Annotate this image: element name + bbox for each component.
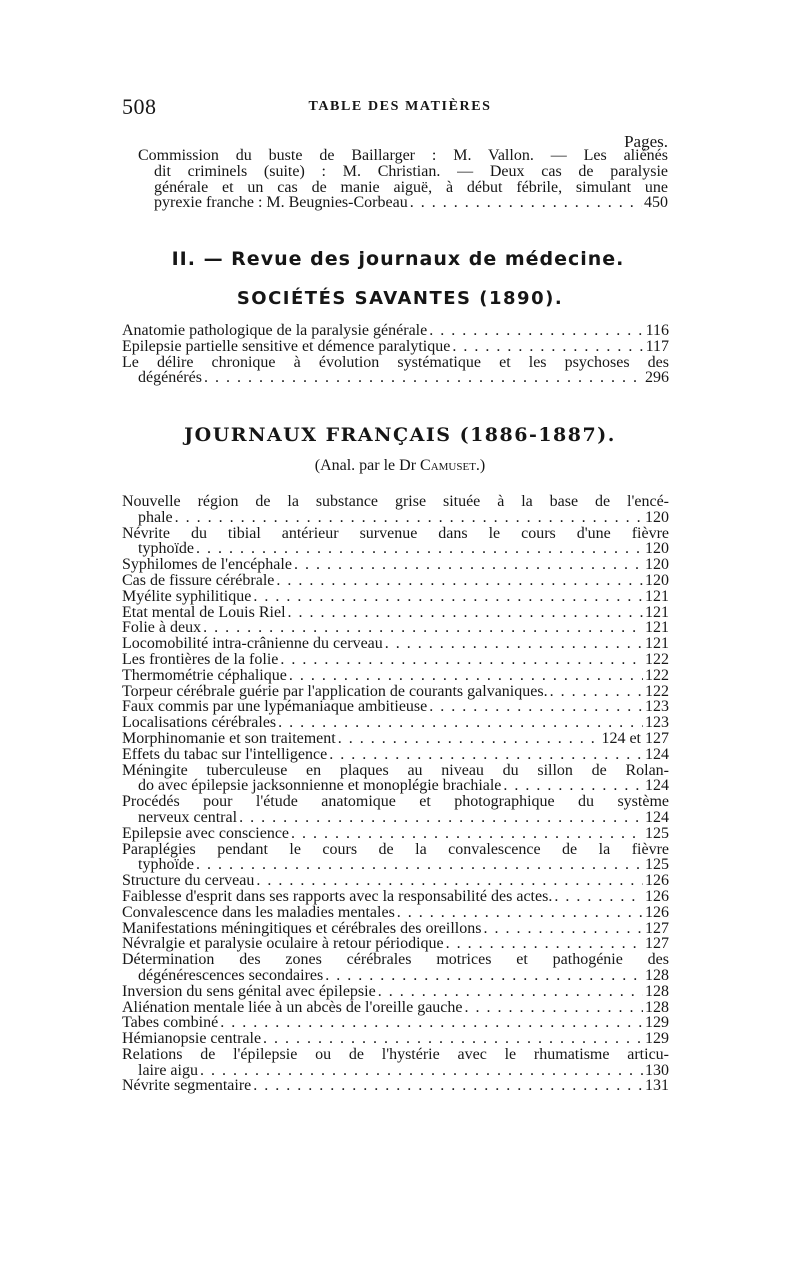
entry-line: Méningite tuberculeuse en plaques au niveau du sillon de Rolan- [122, 761, 669, 779]
entry-text: Effets du tabac sur l'intelligence [122, 745, 328, 763]
page-ref: 124 [645, 777, 669, 795]
toc-list-societes [122, 323, 669, 386]
byline [122, 457, 678, 475]
entry-text: Myélite syphilitique [122, 587, 252, 605]
page-ref: 121 [645, 603, 669, 621]
running-title: TABLE DES MATIÈRES [308, 99, 492, 114]
dot-leader [196, 541, 643, 557]
toc-entry [122, 778, 669, 794]
entry-line: Procédés pour l'étude anatomique et photographique du système [122, 793, 669, 811]
entry-text: Les frontières de la folie [122, 650, 279, 668]
page-ref: 122 [645, 650, 669, 668]
entry-text: Névrite segmentaire [122, 1077, 252, 1095]
entry-text: Faiblesse d'esprit dans ses rapports avec la responsabilité des actes. [122, 887, 553, 905]
page-ref: 117 [645, 337, 669, 355]
toc-entry [122, 1015, 669, 1031]
section-heading: II. — Revue des journaux de médecine. [171, 248, 625, 270]
byline-prefix: (Anal. par le Dr [314, 457, 417, 474]
page-ref: 124 [645, 808, 669, 826]
entry-text: Tabes combiné [122, 1014, 219, 1032]
toc-entry [122, 715, 669, 731]
entry-text: Syphilomes de l'encéphale [122, 556, 292, 574]
entry-text: Cas de fissure cérébrale [122, 571, 275, 589]
dot-leader [465, 1000, 643, 1016]
dot-leader [446, 936, 643, 952]
entry-line: Relations de l'épilepsie ou de l'hystérie avec le rhumatisme articu- [122, 1045, 669, 1063]
dot-leader [294, 557, 643, 573]
toc-entry [122, 968, 669, 984]
entry-text: Aliénation mentale liée à un abcès de l'oreille gauche [122, 998, 463, 1016]
page-ref: 124 et 127 [601, 729, 669, 747]
toc-entry [122, 684, 669, 700]
dot-leader [429, 323, 643, 339]
dot-leader [410, 195, 642, 211]
entry-text: Anatomie pathologique de la paralysie générale [122, 322, 428, 339]
entry-text: Folie à deux [122, 619, 202, 637]
toc-entry [122, 557, 669, 573]
entry-line: Nouvelle région de la substance grise située à la base de l'encé- [122, 493, 669, 510]
page-ref: 130 [645, 1061, 669, 1079]
dot-leader [550, 684, 643, 700]
dot-leader [196, 857, 643, 873]
subheading-journaux: JOURNAUX FRANÇAIS (1886-1887). [184, 424, 616, 446]
entry-line: dit criminels (suite) : M. Christian. — Deux cas de paralysie [154, 162, 668, 180]
page-ref: 116 [645, 322, 669, 339]
toc-entry [122, 826, 669, 842]
toc-entry [122, 605, 669, 621]
entry-text: dégénérés [138, 369, 202, 387]
dot-leader [452, 339, 643, 355]
page-ref: 120 [645, 556, 669, 574]
entry-text: Etat mental de Louis Riel [122, 603, 286, 621]
dot-leader [239, 810, 643, 826]
dot-leader [338, 731, 600, 747]
toc-entry [122, 1031, 669, 1047]
subheading-societes: SOCIÉTÉS SAVANTES (1890). [236, 288, 564, 309]
page-ref: 127 [645, 935, 669, 953]
dot-leader [203, 620, 643, 636]
entry-text: Structure du cerveau [122, 872, 255, 890]
dot-leader [385, 636, 643, 652]
entry-last-line [138, 195, 668, 211]
entry-text: do avec épilepsie jacksonnienne et monoplégie brachiale [138, 777, 502, 795]
dot-leader [280, 652, 643, 668]
entry-line: Détermination des zones cérébrales motrices et pathogénie des [122, 951, 669, 969]
toc-entry [122, 936, 669, 952]
page-ref: 128 [645, 982, 669, 1000]
entry-text: typhoïde [138, 540, 194, 558]
toc-entry [122, 1063, 669, 1079]
page-ref: 121 [645, 635, 669, 653]
dot-leader [175, 510, 643, 526]
dot-leader [253, 589, 643, 605]
dot-leader [220, 1015, 643, 1031]
running-head [122, 94, 678, 118]
entry-text: Hémianopsie centrale [122, 1030, 262, 1048]
toc-entry [122, 1078, 669, 1094]
entry-text: Inversion du sens génital avec épilepsie [122, 982, 376, 1000]
toc-entry [122, 510, 669, 526]
toc-entry [122, 652, 669, 668]
page-number: 508 [122, 94, 157, 119]
page-ref: 120 [645, 508, 669, 526]
byline-author: Camuset.) [420, 457, 486, 474]
toc-entry [122, 921, 669, 937]
dot-leader [397, 905, 643, 921]
dot-leader [256, 873, 643, 889]
toc-entry [122, 339, 669, 355]
entry-line: Le délire chronique à évolution systématique et les psychoses des [122, 353, 669, 371]
entry-text: Torpeur cérébrale guérie par l'application de courants galvaniques. [122, 682, 548, 700]
dot-leader [288, 605, 643, 621]
page-ref: 125 [645, 824, 669, 842]
page-ref: 128 [645, 966, 669, 984]
page-ref: 450 [644, 194, 668, 212]
page-ref: 120 [645, 540, 669, 558]
dot-leader [503, 778, 643, 794]
dot-leader [429, 699, 643, 715]
toc-list-journaux [122, 494, 669, 1094]
dot-leader [378, 984, 643, 1000]
toc-entry [122, 589, 669, 605]
page-ref: 131 [645, 1077, 669, 1095]
toc-entry [122, 636, 669, 652]
toc-entry [122, 699, 669, 715]
toc-entry [122, 668, 669, 684]
page-ref: 129 [645, 1014, 669, 1032]
toc-entry [122, 731, 669, 747]
page-ref: 296 [645, 369, 669, 387]
toc-entry [122, 620, 669, 636]
toc-entry [122, 873, 669, 889]
entry-text: Epilepsie partielle sensitive et démence paralytique [122, 337, 451, 355]
page-ref: 129 [645, 1030, 669, 1048]
entry-text: pyrexie franche : M. Beugnies-Corbeau [154, 194, 408, 212]
dot-leader [329, 747, 643, 763]
dot-leader [276, 573, 643, 589]
toc-entry [122, 1000, 669, 1016]
dot-leader [204, 370, 643, 386]
entry-text: Névralgie et paralysie oculaire à retour périodique [122, 935, 444, 953]
toc-entry [122, 541, 669, 557]
toc-entry [122, 573, 669, 589]
dot-leader [325, 968, 643, 984]
toc-entry [122, 810, 669, 826]
entry-text: Faux commis par une lypémaniaque ambitieuse [122, 698, 428, 716]
toc-entry [122, 857, 669, 873]
dot-leader [483, 921, 643, 937]
entry-text: Localisations cérébrales [122, 714, 277, 732]
entry-line: Névrite du tibial antérieur survenue dans le cours d'une fièvre [122, 524, 669, 542]
page-ref: 123 [645, 714, 669, 732]
dot-leader [200, 1063, 643, 1079]
entry-text: laire aigu [138, 1061, 198, 1079]
toc-entry [122, 984, 669, 1000]
page-ref: 121 [645, 587, 669, 605]
entry-text: dégénérescences secondaires [138, 966, 324, 984]
page-ref: 124 [645, 745, 669, 763]
entry-text: Manifestations méningitiques et cérébrales des oreillons [122, 919, 482, 937]
page-ref: 126 [645, 903, 669, 921]
page-ref: 122 [645, 682, 669, 700]
dot-leader [278, 715, 643, 731]
entry-text: Morphinomanie et son traitement [122, 729, 336, 747]
page-ref: 123 [645, 698, 669, 716]
toc-entry [122, 370, 669, 386]
entry-text: typhoïde [138, 856, 194, 874]
entry-line: Paraplégies pendant le cours de la convalescence de la fièvre [122, 840, 669, 858]
entry-line: générale et un cas de manie aiguë, à début fébrile, simulant une [154, 178, 668, 196]
page-ref: 126 [645, 872, 669, 890]
toc-entry [122, 747, 669, 763]
toc-entry [122, 905, 669, 921]
toc-entry-commission [138, 148, 668, 211]
dot-leader [253, 1078, 643, 1094]
entry-text: Epilepsie avec conscience [122, 824, 290, 842]
toc-entry [122, 323, 669, 339]
page-ref: 125 [645, 856, 669, 874]
entry-text: Thermométrie céphalique [122, 666, 287, 684]
dot-leader [554, 889, 643, 905]
dot-leader [289, 668, 643, 684]
dot-leader [263, 1031, 643, 1047]
toc-entry [122, 889, 669, 905]
page-ref: 122 [645, 666, 669, 684]
page-ref: 126 [645, 887, 669, 905]
entry-text: Locomobilité intra-crânienne du cerveau [122, 635, 383, 653]
entry-line: Commission du buste de Baillarger : M. Vallon. — Les aliénés [138, 147, 668, 164]
entry-text: phale [138, 508, 173, 526]
page-ref: 120 [645, 571, 669, 589]
page-ref: 127 [645, 919, 669, 937]
page-ref: 121 [645, 619, 669, 637]
pages-column-label: Pages. [624, 132, 668, 151]
entry-text: Convalescence dans les maladies mentales [122, 903, 395, 921]
dot-leader [291, 826, 643, 842]
entry-text: nerveux central [138, 808, 238, 826]
page-ref: 128 [645, 998, 669, 1016]
